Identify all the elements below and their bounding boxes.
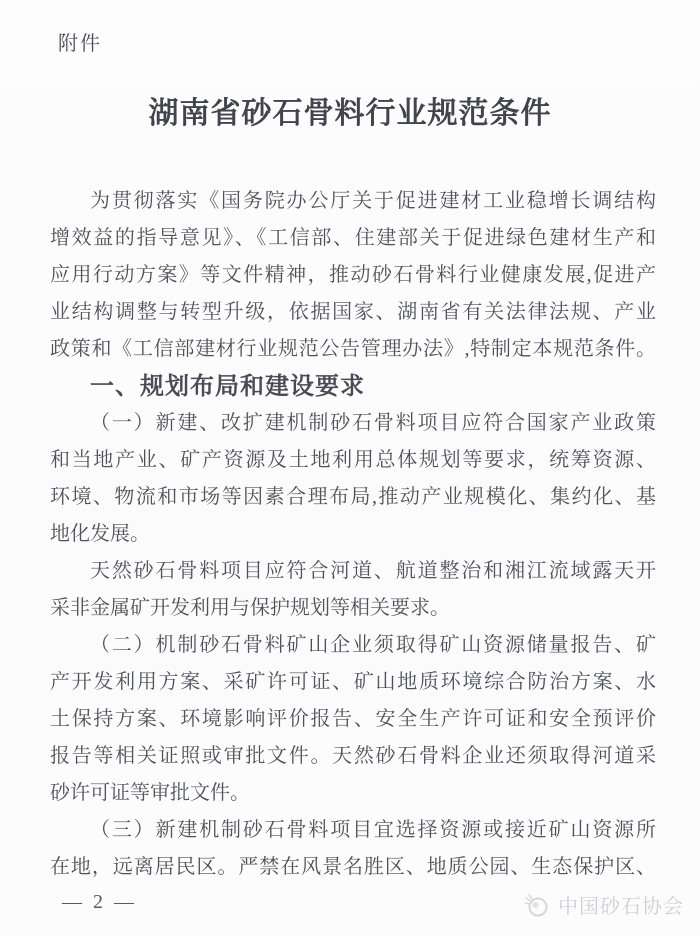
body-line: 业结构调整与转型升级，依据国家、湖南省有关法律法规、产业 <box>50 301 656 323</box>
body-line: （三）新建机制砂石骨料项目宜选择资源或接近矿山资源所 <box>90 819 656 841</box>
body-line: 和当地产业、矿产资源及土地利用总体规划等要求，统筹资源、 <box>50 449 656 471</box>
body-line: 地化发展。 <box>50 523 150 545</box>
association-logo-icon <box>523 891 551 919</box>
body-line: 天然砂石骨料项目应符合河道、航道整治和湘江流域露天开 <box>90 560 656 582</box>
association-name: 中国砂石协会 <box>558 896 684 918</box>
body-line: 应用行动方案》等文件精神，推动砂石骨料行业健康发展,促进产 <box>50 264 656 286</box>
body-line: 报告等相关证照或审批文件。天然砂石骨料企业还须取得河道采 <box>50 745 656 767</box>
body-line: 在地，远离居民区。严禁在风景名胜区、地质公园、生态保护区、 <box>50 856 656 878</box>
body-line: 砂许可证等审批文件。 <box>50 782 250 804</box>
body-line: （一）新建、改扩建机制砂石骨料项目应符合国家产业政策 <box>90 412 656 434</box>
body-line: 政策和《工信部建材行业规范公告管理办法》,特制定本规范条件。 <box>50 338 656 360</box>
body-line: （二）机制砂石骨料矿山企业须取得矿山资源储量报告、矿 <box>90 634 656 656</box>
association-watermark <box>523 890 684 919</box>
body-line: 环境、物流和市场等因素合理布局,推动产业规模化、集约化、基 <box>50 486 656 508</box>
document-body <box>50 183 656 886</box>
page-title: 湖南省砂石骨料行业规范条件 <box>148 97 552 130</box>
page-number: — 2 — <box>62 891 137 913</box>
body-line: 土保持方案、环境影响评价报告、安全生产许可证和安全预评价 <box>50 708 656 730</box>
body-line: 为贯彻落实《国务院办公厅关于促进建材工业稳增长调结构 <box>90 190 656 212</box>
body-line: 增效益的指导意见》、《工信部、住建部关于促进绿色建材生产和 <box>50 227 656 249</box>
body-line: 产开发利用方案、采矿许可证、矿山地质环境综合防治方案、水 <box>50 671 656 693</box>
section-heading: 一、规划布局和建设要求 <box>90 373 365 400</box>
attachment-label: 附件 <box>58 33 102 55</box>
body-line: 采非金属矿开发利用与保护规划等相关要求。 <box>50 597 450 619</box>
